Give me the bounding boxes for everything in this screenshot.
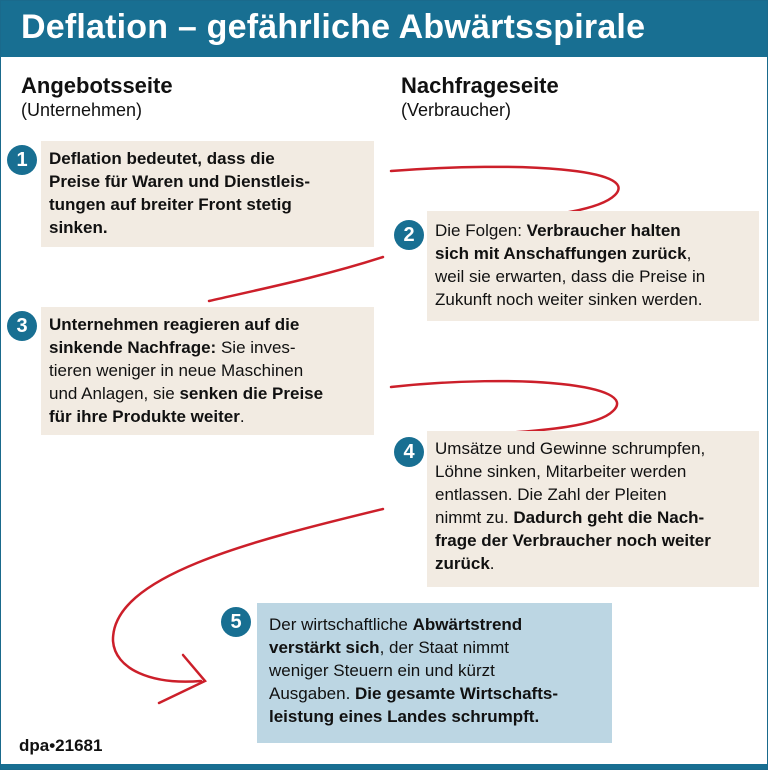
step-2-bold-text: Verbraucher halten xyxy=(526,221,681,240)
step-1-line: tungen auf breiter Front stetig xyxy=(49,195,292,214)
step-4-box xyxy=(427,431,759,587)
step-1-box xyxy=(41,141,374,247)
step-5-text: Ausgaben. xyxy=(269,684,356,703)
step-3-bold-text: sinkende Nachfrage: xyxy=(49,338,217,357)
page-title: Deflation – gefährliche Abwärtsspirale xyxy=(21,8,646,46)
step-3-badge: 3 xyxy=(7,311,37,341)
step-1-line: Preise für Waren und Dienstleis- xyxy=(49,172,311,191)
step-5-bold-text: Die gesamte Wirtschafts- xyxy=(355,684,558,703)
step-3-bold-text: für ihre Produkte weiter xyxy=(49,407,240,426)
step-5-line xyxy=(269,613,600,636)
step-2-bold-text: sich mit Anschaffungen zurück xyxy=(435,244,687,263)
step-5-bold-text: leistung eines Landes schrumpft. xyxy=(269,707,540,726)
step-1-line: sinken. xyxy=(49,218,108,237)
step-4-line xyxy=(435,506,751,529)
step-3-box xyxy=(41,307,374,435)
step-5-line xyxy=(269,636,600,659)
step-1-badge: 1 xyxy=(7,145,37,175)
step-4-bold-text: frage der Verbraucher noch weiter xyxy=(435,531,711,550)
step-2-badge: 2 xyxy=(394,220,424,250)
step-4-bold-text: zurück xyxy=(435,554,490,573)
step-5-text: , der Staat nimmt xyxy=(379,638,510,657)
arrow-head xyxy=(159,655,205,703)
step-2-box xyxy=(427,211,759,321)
step-2-line: Zukunft noch weiter sinken werden. xyxy=(435,290,703,309)
step-2-line: weil sie erwarten, dass die Preise in xyxy=(435,267,706,286)
step-5-text: Der wirtschaftliche xyxy=(269,615,413,634)
step-4-line: entlassen. Die Zahl der Pleiten xyxy=(435,485,667,504)
step-4-bold-text: Dadurch geht die Nach- xyxy=(513,508,705,527)
step-2-text: Die Folgen: xyxy=(435,221,527,240)
right-column-subheading: (Verbraucher) xyxy=(401,100,512,120)
step-1-line: Deflation bedeutet, dass die xyxy=(49,149,275,168)
step-5-badge: 5 xyxy=(221,607,251,637)
left-column-heading: Angebotsseite xyxy=(21,73,173,98)
step-5-line xyxy=(269,705,600,728)
step-5-box xyxy=(257,603,612,743)
step-3-text: . xyxy=(239,407,245,426)
step-2-line xyxy=(435,242,751,265)
step-4-line xyxy=(435,552,751,575)
step-3-text: und Anlagen, sie xyxy=(49,384,180,403)
step-3-line xyxy=(49,405,366,428)
step-5-line: weniger Steuern ein und kürzt xyxy=(269,661,495,680)
step-3-line xyxy=(49,336,366,359)
left-column-subheading: (Unternehmen) xyxy=(21,100,143,120)
step-3-text: Sie inves- xyxy=(216,338,296,357)
bottom-bar xyxy=(1,764,767,769)
step-3-line: tieren weniger in neue Maschinen xyxy=(49,361,304,380)
step-5-line xyxy=(269,682,600,705)
arrow-2-to-3 xyxy=(209,257,383,301)
step-5-bold-text: Abwärtstrend xyxy=(412,615,523,634)
step-4-line: Löhne sinken, Mitarbeiter werden xyxy=(435,462,687,481)
source-credit: dpa•21681 xyxy=(19,736,103,755)
step-3-bold-text: Unternehmen reagieren auf die xyxy=(49,315,300,334)
step-3-bold-text: senken die Preise xyxy=(179,384,324,403)
step-3-line xyxy=(49,313,366,336)
step-4-line xyxy=(435,529,751,552)
step-4-line: Umsätze und Gewinne schrumpfen, xyxy=(435,439,706,458)
step-4-badge: 4 xyxy=(394,437,424,467)
step-2-text: , xyxy=(686,244,692,263)
step-2-line xyxy=(435,219,751,242)
arrow-3-to-4 xyxy=(391,381,617,436)
step-3-line xyxy=(49,382,366,405)
step-4-text: nimmt zu. xyxy=(435,508,514,527)
step-5-bold-text: verstärkt sich xyxy=(269,638,380,657)
right-column-heading: Nachfrageseite xyxy=(401,73,559,98)
step-4-text: . xyxy=(489,554,495,573)
